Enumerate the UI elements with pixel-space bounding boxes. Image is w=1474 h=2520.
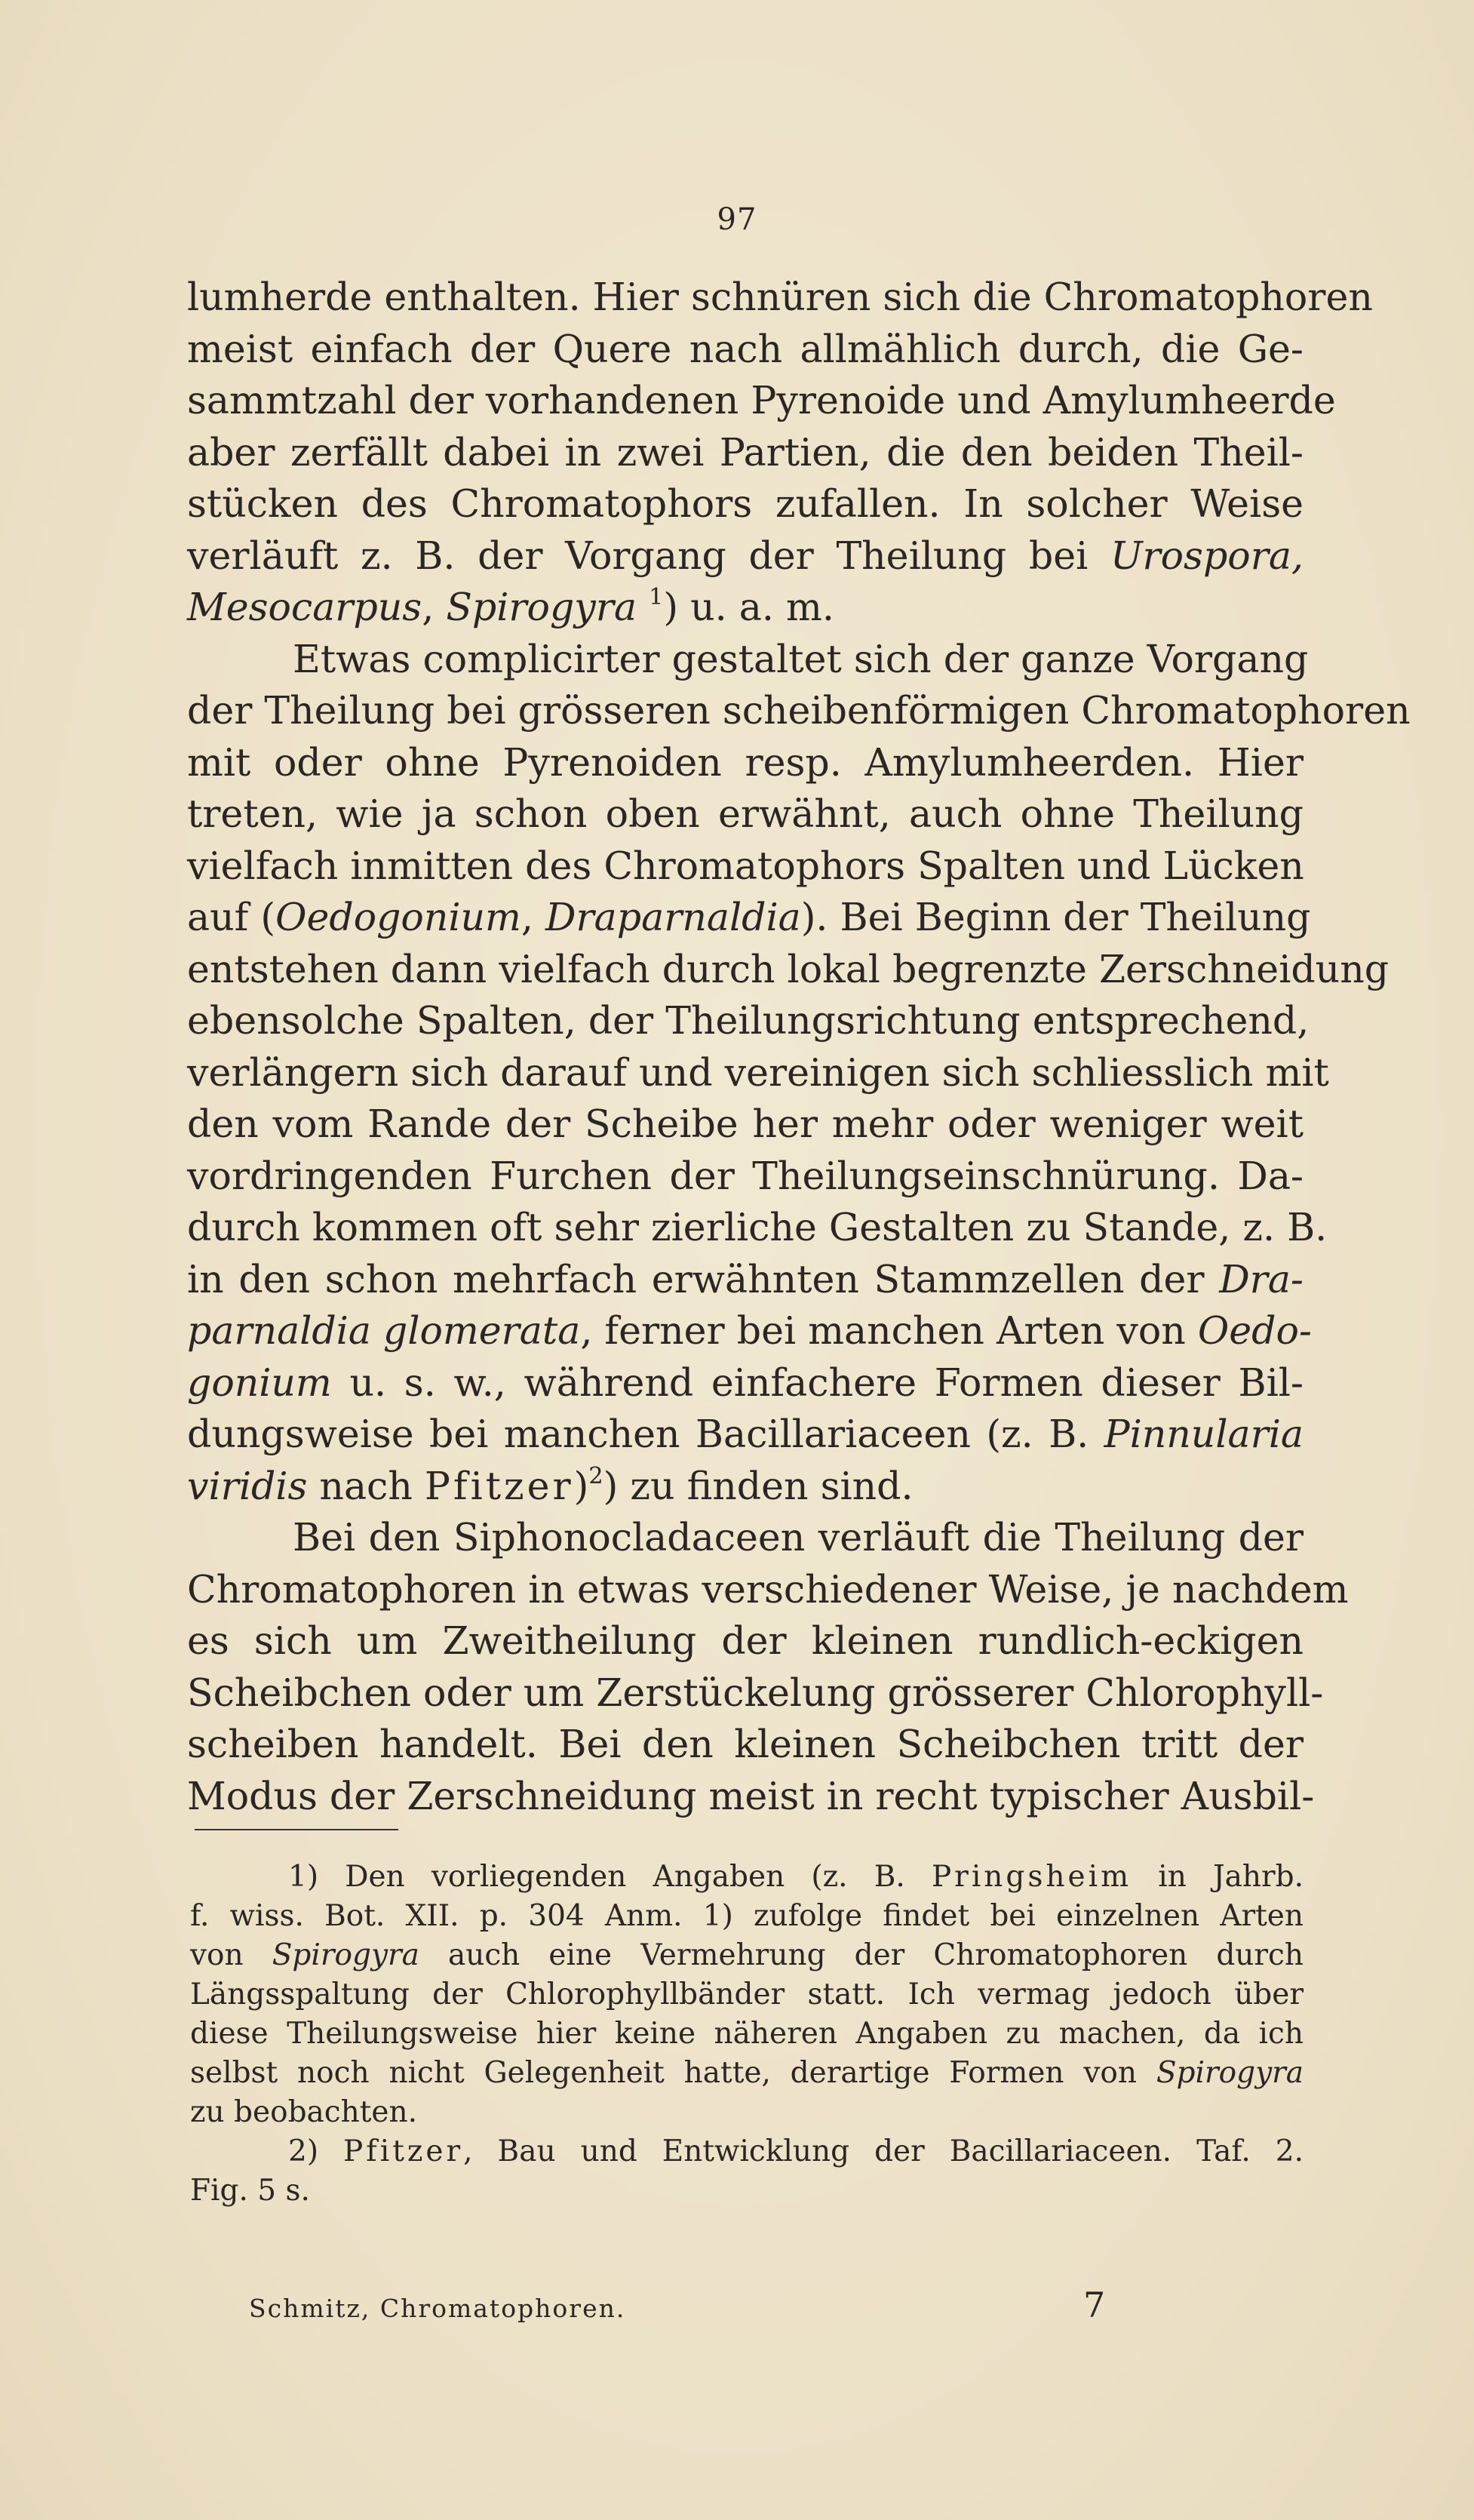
footnote-line (190, 2132, 1304, 2171)
footnote-line (190, 1975, 1304, 2014)
text-segment: vordringenden Furchen der Theilungseinschnürung. Da- (187, 1153, 1304, 1198)
footnote-ref: 2 (588, 1462, 603, 1489)
text-segment: durch kommen oft sehr zierliche Gestalten zu Stande, z. B. (187, 1205, 1328, 1249)
text-segment: f. wiss. Bot. XII. p. 304 Anm. 1) zufolge findet bei einzelnen Arten (190, 1899, 1304, 1933)
text-segment: es sich um Zweitheilung der kleinen rundlich-eckigen (187, 1618, 1304, 1663)
paragraph (187, 1512, 1349, 1822)
text-line (187, 841, 1304, 893)
text-segment: scheiben handelt. Bei den kleinen Scheibchen tritt der (187, 1722, 1304, 1766)
paragraph (187, 272, 1373, 634)
text-line (187, 1305, 1312, 1357)
footnote-line (190, 1936, 1304, 1975)
text-segment: mit oder ohne Pyrenoiden resp. Amylumheerden. Hier (187, 739, 1304, 785)
text-segment: in Jahrb. (1132, 1860, 1304, 1894)
text-line (187, 1409, 1304, 1461)
footnote-line (190, 1897, 1304, 1936)
text-segment: Oedogonium (275, 895, 521, 939)
signature-mark: 7 (1083, 2285, 1106, 2325)
text-segment: Dra- (1219, 1256, 1304, 1301)
text-line (187, 995, 1310, 1047)
text-segment: treten, wie ja schon oben erwähnt, auch ohne Theilung (187, 791, 1304, 836)
text-segment: gonium (187, 1360, 332, 1405)
text-segment: lumherde enthalten. Hier schnüren sich die Chromatophoren (187, 275, 1373, 319)
paragraph (187, 634, 1411, 1513)
text-segment: u. s. w., während einfachere Formen dieser Bil- (331, 1360, 1304, 1405)
text-line (187, 634, 1309, 686)
text-line (187, 427, 1304, 479)
footnote-line (190, 2054, 1304, 2093)
text-segment: von (190, 1938, 272, 1972)
text-segment: , ferner bei manchen Arten von (580, 1308, 1198, 1353)
text-segment: stücken des Chromatophors zufallen. In solcher Weise (187, 481, 1304, 526)
footnotes (190, 1858, 1304, 2211)
text-segment: ebensolche Spalten, der Theilungsrichtung entsprechend, (187, 998, 1310, 1043)
text-segment: dungsweise bei manchen Bacillariaceen (z. B. (187, 1412, 1104, 1456)
text-line (187, 582, 1304, 634)
text-line (187, 1461, 1304, 1513)
text-segment: Spirogyra (1156, 2056, 1304, 2090)
text-segment: der Theilung bei grösseren scheibenförmigen Chromatophoren (187, 688, 1411, 733)
text-line (187, 1047, 1329, 1099)
text-segment: den vom Rande der Scheibe her mehr oder weniger weit (187, 1102, 1304, 1146)
footnote-line (190, 2171, 1304, 2211)
footnote-line (190, 1858, 1304, 1897)
footnote (190, 2132, 1304, 2211)
text-segment: nach (307, 1463, 425, 1508)
text-line (187, 478, 1304, 530)
text-segment: Etwas complicirter gestaltet sich der ganze Vorgang (293, 636, 1309, 681)
text-segment: auch eine Vermehrung der Chromatophoren durch (419, 1938, 1304, 1972)
text-segment: Urospora, (1110, 533, 1304, 578)
text-line (187, 1202, 1328, 1254)
text-segment: meist einfach der Quere nach allmählich durch, die Ge- (187, 326, 1304, 371)
text-segment: , Bau und Entwicklung der Bacillariaceen. Taf. 2. (463, 2134, 1304, 2168)
text-segment: entstehen dann vielfach durch lokal begrenzte Zerschneidung (187, 946, 1390, 991)
text-line (187, 944, 1390, 996)
text-segment: in den schon mehrfach erwähnten Stammzellen der (187, 1256, 1220, 1301)
text-line (187, 1615, 1304, 1667)
footnote-ref: 1 (649, 583, 664, 610)
text-line (187, 1512, 1304, 1564)
text-segment: ) (573, 1463, 589, 1508)
text-segment: Draparnaldia (545, 895, 801, 939)
text-segment: Pinnularia (1104, 1412, 1304, 1456)
text-segment: Modus der Zerschneidung meist in recht typischer Ausbil- (187, 1773, 1315, 1818)
text-line (187, 1564, 1349, 1616)
text-line (187, 737, 1304, 789)
text-line (187, 788, 1304, 841)
text-segment: vielfach inmitten des Chromatophors Spalten und Lücken (187, 843, 1304, 888)
text-segment: Spirogyra (272, 1938, 419, 1972)
footnote-rule (195, 1829, 398, 1830)
text-segment: ) u. a. m. (663, 585, 834, 629)
running-footer: Schmitz, Chromatophoren. (249, 2294, 626, 2323)
text-segment: Spirogyra (446, 585, 637, 629)
text-segment: sammtzahl der vorhandenen Pyrenoide und Amylumheerde (187, 378, 1336, 423)
text-segment: 2) (288, 2134, 344, 2168)
text-line (187, 324, 1304, 376)
text-line (187, 1357, 1304, 1409)
text-line (187, 375, 1336, 427)
text-segment: Pfitzer (424, 1463, 574, 1508)
text-segment: Mesocarpus (187, 585, 422, 629)
text-segment: Fig. 5 s. (190, 2174, 310, 2208)
footnote-line (190, 2014, 1304, 2054)
text-segment (637, 585, 649, 629)
text-segment: , (422, 585, 447, 629)
text-segment: ). Bei Beginn der Theilung (800, 895, 1311, 939)
body-text (187, 272, 1411, 1822)
text-segment: Chromatophoren in etwas verschiedener Weise, je nachdem (187, 1566, 1349, 1612)
page-number: 97 (717, 202, 757, 237)
text-line (187, 1667, 1324, 1719)
text-line (187, 1099, 1304, 1151)
text-line (187, 530, 1304, 582)
text-segment: zu beobachten. (190, 2095, 418, 2129)
footnote-line (190, 2093, 1304, 2132)
text-segment: ) zu finden sind. (603, 1463, 914, 1508)
text-segment: aber zerfällt dabei in zwei Partien, die den beiden Theil- (187, 429, 1304, 475)
text-segment: Pfitzer (343, 2134, 464, 2168)
text-segment: selbst noch nicht Gelegenheit hatte, derartige Formen von (190, 2056, 1156, 2090)
text-segment: verlängern sich darauf und vereinigen sich schliesslich mit (187, 1049, 1329, 1095)
text-segment: Bei den Siphonocladaceen verläuft die Theilung der (293, 1515, 1304, 1560)
text-segment: Pringsheim (931, 1860, 1132, 1894)
text-segment: auf ( (187, 895, 276, 939)
text-segment: Scheibchen oder um Zerstückelung grösserer Chlorophyll- (187, 1670, 1324, 1715)
text-segment: verläuft z. B. der Vorgang der Theilung bei (187, 533, 1110, 578)
text-line (187, 685, 1411, 737)
text-segment: parnaldia glomerata (187, 1308, 581, 1353)
text-line (187, 892, 1311, 944)
text-segment: Längsspaltung der Chlorophyllbänder statt. Ich vermag jedoch über (190, 1978, 1304, 2011)
text-line (187, 1151, 1304, 1203)
text-segment: diese Theilungsweise hier keine näheren Angaben zu machen, da ich (190, 2017, 1304, 2051)
text-line (187, 1719, 1304, 1771)
text-line (187, 1254, 1304, 1306)
text-segment: , (521, 895, 546, 939)
text-segment: viridis (187, 1463, 308, 1508)
text-segment: Oedo- (1197, 1308, 1312, 1353)
text-segment: 1) Den vorliegenden Angaben (z. B. (288, 1860, 932, 1894)
footnote (190, 1858, 1304, 2132)
text-line (187, 272, 1373, 324)
text-line (187, 1771, 1315, 1823)
